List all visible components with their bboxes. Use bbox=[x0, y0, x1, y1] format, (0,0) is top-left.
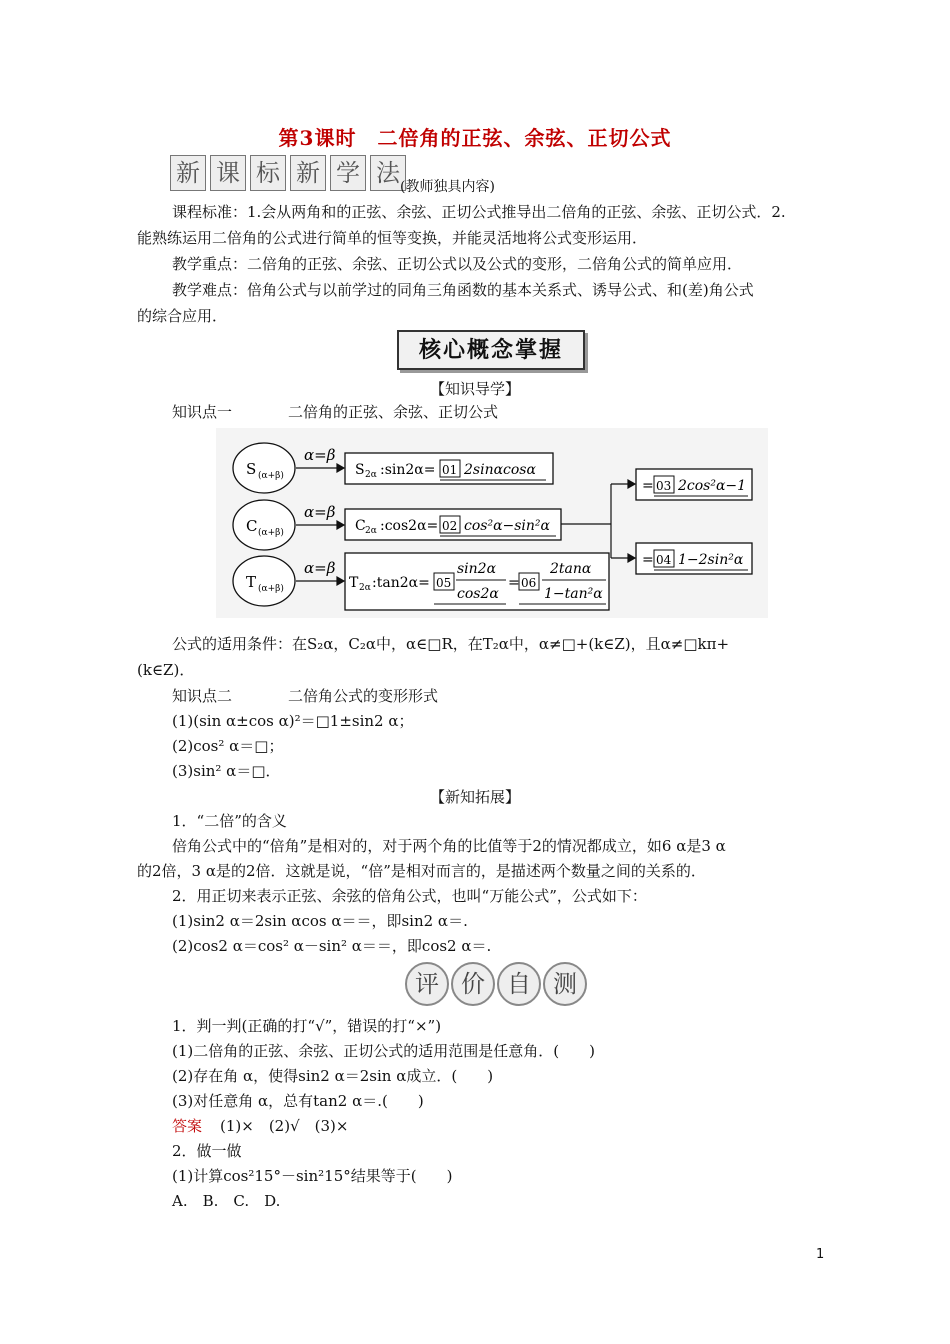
exercise-item: (1)二倍角的正弦、余弦、正切公式的适用范围是任意角．( ) bbox=[172, 1042, 595, 1060]
t-box-number: 06 bbox=[521, 576, 537, 590]
s-box-number: 01 bbox=[442, 463, 458, 477]
eval-char: 评 bbox=[405, 962, 449, 1006]
extension-subheading: 2．用正切来表示正弦、余弦的倍角公式，也叫“万能公式”，公式如下： bbox=[172, 887, 647, 905]
banner-new-standard bbox=[170, 155, 406, 191]
t-node-sub: (α+β) bbox=[258, 584, 284, 594]
banner-note: (教师独具内容) bbox=[400, 179, 495, 195]
c-box-sub: 2α bbox=[365, 526, 377, 536]
double-angle-diagram bbox=[216, 428, 768, 618]
t-box-frac-bottom: 1−tan²α bbox=[544, 586, 603, 602]
extension-paragraph: 的2倍，3 α是的2倍．这就是说，“倍”是相对而言的，是描述两个数量之间的关系的． bbox=[137, 862, 706, 880]
condition-line: 公式的适用条件：在S₂α，C₂α中，α∈□R，在T₂α中，α≠□+(k∈Z)，且α≠□kπ+ bbox=[172, 635, 730, 653]
variant-formula: (3)sin² α＝□． bbox=[172, 762, 281, 780]
t-box-frac-bottom: cos2α bbox=[457, 586, 499, 602]
condition-line: (k∈Z)． bbox=[137, 661, 195, 679]
page-number: 1 bbox=[816, 1247, 825, 1262]
right-box-number: 04 bbox=[656, 553, 672, 567]
section-header-core-concepts: 核心概念掌握 bbox=[397, 330, 585, 370]
extension-subheading: 1．“二倍”的含义 bbox=[172, 812, 287, 830]
s-box-prefix: S bbox=[355, 462, 365, 478]
eval-char: 价 bbox=[451, 962, 495, 1006]
teaching-focus: 教学重点：二倍角的正弦、余弦、正切公式以及公式的变形，二倍角公式的简单应用． bbox=[172, 255, 743, 273]
self-evaluation-header bbox=[405, 962, 587, 1006]
extension-heading: 【新知拓展】 bbox=[429, 788, 520, 806]
c-node-label: C bbox=[246, 517, 258, 535]
answer-label: 答案 bbox=[172, 1117, 203, 1135]
svg-text:=: = bbox=[642, 478, 654, 494]
knowledge-point-label: 知识点一 bbox=[172, 403, 233, 421]
knowledge-point-title: 二倍角公式的变形形式 bbox=[288, 687, 439, 705]
exercise-question: 1．判一判(正确的打“√”，错误的打“×”) bbox=[172, 1017, 442, 1035]
teaching-difficulty: 的综合应用． bbox=[137, 307, 228, 325]
banner-char: 学 bbox=[330, 155, 366, 191]
banner-char: 课 bbox=[210, 155, 246, 191]
answer-text: (1)× (2)√ (3)× bbox=[220, 1117, 349, 1135]
right-box-answer: 2cos²α−1 bbox=[678, 478, 747, 494]
s-node-ellipse bbox=[233, 443, 295, 493]
arrow-label: α=β bbox=[304, 559, 336, 577]
exercise-item: (2)存在角 α，使得sin2 α＝2sin α成立．( ) bbox=[172, 1067, 494, 1085]
c-box-prefix: C bbox=[355, 518, 366, 534]
arrow-label: α=β bbox=[304, 503, 336, 521]
right-box-answer: 1−2sin²α bbox=[678, 552, 744, 568]
exercise-item: (3)对任意角 α，总有tan2 α＝.( ) bbox=[172, 1092, 424, 1110]
t-box-expr: :tan2α= bbox=[372, 575, 430, 591]
variant-formula: (2)cos² α＝□； bbox=[172, 737, 284, 755]
s-node-label: S bbox=[246, 460, 257, 478]
s-box-expr: :sin2α= bbox=[380, 462, 436, 478]
curriculum-line: 课程标准：1.会从两角和的正弦、余弦、正切公式推导出二倍角的正弦、余弦、正切公式．2. bbox=[172, 203, 786, 221]
s-node-sub: (α+β) bbox=[258, 471, 284, 481]
exercise-question: 2．做一做 bbox=[172, 1142, 242, 1160]
teaching-difficulty: 教学难点：倍角公式与以前学过的同角三角函数的基本关系式、诱导公式、和(差)角公式 bbox=[172, 281, 754, 299]
banner-char: 新 bbox=[290, 155, 326, 191]
t-box-prefix: T bbox=[349, 575, 359, 591]
t-box-frac-top: sin2α bbox=[457, 561, 497, 577]
c-box-number: 02 bbox=[442, 519, 458, 533]
curriculum-line: 能熟练运用二倍角的公式进行简单的恒等变换，并能灵活地将公式变形运用． bbox=[137, 229, 648, 247]
extension-paragraph: 倍角公式中的“倍角”是相对的，对于两个角的比值等于2的情况都成立，如6 α是3 α bbox=[172, 837, 726, 855]
knowledge-guide-heading: 【知识导学】 bbox=[429, 380, 520, 398]
answer-options: A. B. C. D. bbox=[172, 1192, 281, 1210]
knowledge-point-label: 知识点二 bbox=[172, 687, 233, 705]
t-box-number: 05 bbox=[436, 576, 452, 590]
exercise-item: (1)计算cos²15°－sin²15°结果等于( ) bbox=[172, 1167, 453, 1185]
banner-char: 新 bbox=[170, 155, 206, 191]
svg-text:=: = bbox=[642, 552, 654, 568]
eval-char: 测 bbox=[543, 962, 587, 1006]
s-box-answer: 2sinαcosα bbox=[464, 462, 536, 478]
banner-char: 法 bbox=[370, 155, 406, 191]
c-box-answer: cos²α−sin²α bbox=[464, 518, 550, 534]
arrow-label: α=β bbox=[304, 446, 336, 464]
knowledge-point-title: 二倍角的正弦、余弦、正切公式 bbox=[288, 403, 499, 421]
t-node-ellipse bbox=[233, 556, 295, 606]
c-box-expr: :cos2α= bbox=[380, 518, 439, 534]
s-box-sub: 2α bbox=[365, 470, 377, 480]
t-node-label: T bbox=[246, 573, 257, 591]
universal-formula: (2)cos2 α＝cos² α－sin² α＝＝，即cos2 α＝. bbox=[172, 937, 492, 955]
t-box-frac-top: 2tanα bbox=[550, 561, 592, 577]
c-node-sub: (α+β) bbox=[258, 528, 284, 538]
universal-formula: (1)sin2 α＝2sin αcos α＝＝，即sin2 α＝. bbox=[172, 912, 468, 930]
variant-formula: (1)(sin α±cos α)²＝□1±sin2 α； bbox=[172, 712, 414, 730]
lesson-title: 第3课时 二倍角的正弦、余弦、正切公式 bbox=[278, 126, 672, 150]
t-box-sub: 2α bbox=[359, 583, 371, 593]
right-box-number: 03 bbox=[656, 479, 672, 493]
svg-text:=: = bbox=[508, 575, 520, 591]
eval-char: 自 bbox=[497, 962, 541, 1006]
c-node-ellipse bbox=[233, 500, 295, 550]
banner-char: 标 bbox=[250, 155, 286, 191]
